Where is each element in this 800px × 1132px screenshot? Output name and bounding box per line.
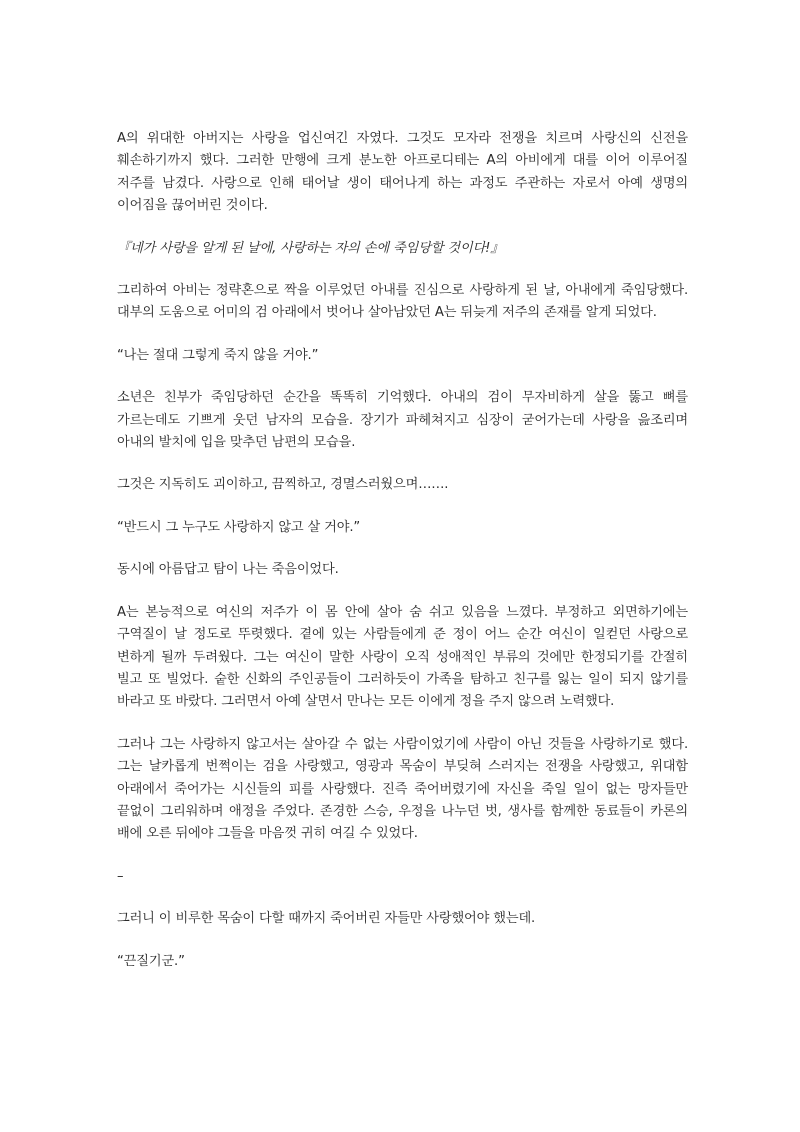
dialogue-persistent: “끈질기군.” (117, 953, 185, 969)
dialogue-vow: “나는 절대 그렇게 죽지 않을 거야.” (117, 347, 319, 363)
paragraph-regret: 그러니 이 비루한 목숨이 다할 때까지 죽어버린 자들만 사랑했어야 했는데. (117, 911, 536, 927)
paragraph-curse-origin: A의 위대한 아버지는 사랑을 업신여긴 자였다. 그것도 모자라 전쟁을 치르며 사랑신의 신전을 훼손하기까지 했다. 그러한 만행에 크게 분노한 아프로디테는 A의 아비에게 대를 이어 이루어질 저주를 남겼다. 사랑으로 인해 태어날 생이 태어나게 하는 과정도 주관하는 자로서 아예 생명의 이어짐을 끊어버린 것이다. (117, 131, 688, 214)
paragraph-father-death: 그리하여 아비는 정략혼으로 짝을 이루었던 아내를 진심으로 사랑하게 된 날, 아내에게 죽임당했다. 대부의 도움으로 어미의 검 아래에서 벗어나 살아남았던 A는 뒤늦게 저주의 존재를 알게 되었다. (117, 283, 688, 321)
paragraph-loving-nonhumans: 그러나 그는 사랑하지 않고서는 살아갈 수 없는 사람이었기에 사람이 아닌 것들을 사랑하기로 했다. 그는 날카롭게 번쩍이는 검을 사랑했고, 영광과 목숨이 부딪혀 스러지는 전쟁을 사랑했고, 위대함 아래에서 죽어가는 시신들의 피를 사랑했다. 진즉 죽어버렸기에 자신을 죽일 일이 없는 망자들만 끝없이 그리워하며 애정을 주었다. 존경한 스승, 우정을 나누던 벗, 생사를 함께한 동료들이 카론의 배에 오른 뒤에야 그들을 마음껏 귀히 여길 수 있었다. (117, 736, 688, 842)
document-page (117, 128, 688, 973)
paragraph-beautiful-death: 동시에 아름답고 탐이 나는 죽음이었다. (117, 562, 339, 578)
section-separator: – (117, 868, 124, 884)
dialogue-oath: “반드시 그 누구도 사랑하지 않고 살 거야.” (117, 519, 361, 535)
paragraph-repulsion: 그것은 지독히도 괴이하고, 끔찍하고, 경멸스러웠으며……. (117, 477, 449, 493)
paragraph-curse-quote: 『네가 사랑을 알게 된 날에, 사랑하는 자의 손에 죽임당할 것이다!』 (117, 240, 504, 256)
paragraph-memory: 소년은 친부가 죽임당하던 순간을 똑똑히 기억했다. 아내의 검이 무자비하게 살을 뚫고 뼈를 가르는데도 기쁘게 웃던 남자의 모습을. 장기가 파헤쳐지고 심장이 굳어가는데 사랑을 읊조리며 아내의 발치에 입을 맞추던 남편의 모습을. (117, 390, 688, 451)
paragraph-instinct: A는 본능적으로 여신의 저주가 이 몸 안에 살아 숨 쉬고 있음을 느꼈다. 부정하고 외면하기에는 구역질이 날 정도로 뚜렷했다. 곁에 있는 사람들에게 준 정이 어느 순간 여신이 일컫던 사랑으로 변하게 될까 두려웠다. 그는 여신이 말한 사랑이 오직 성애적인 부류의 것에만 한정되기를 간절히 빌고 또 빌었다. 숱한 신화의 주인공들이 그러하듯이 가족을 탐하고 친구를 잃는 일이 되지 않기를 바라고 또 바랐다. 그러면서 아예 살면서 만나는 모든 이에게 정을 주지 않으려 노력했다. (117, 604, 688, 710)
